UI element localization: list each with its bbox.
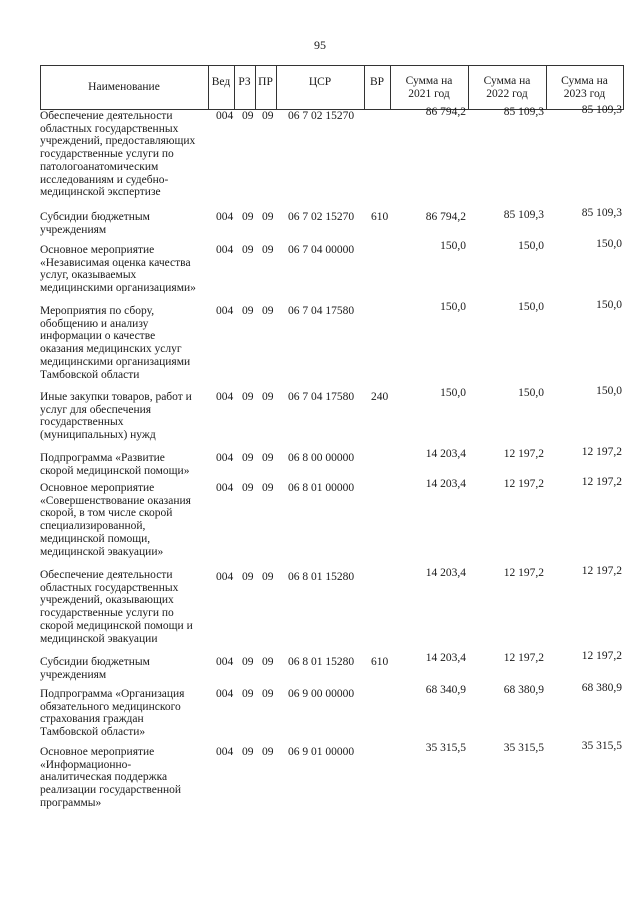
row-csr: 06 7 02 15270 [288,211,355,223]
row-name: Мероприятия по сбору, обобщению и анализу информации о качестве оказания медицинских услуг медицинскими организациями Тамбовской области [40,305,191,381]
header-sum-2022: Сумма на 2022 год [483,74,531,100]
row-sum-2023: 68 380,9 [581,682,622,694]
row-rz: 09 [242,305,254,317]
row-rz: 09 [242,244,254,256]
row-rz: 09 [242,482,254,494]
row-pr: 09 [262,452,274,464]
row-pr: 09 [262,211,274,223]
row-sum-2021: 35 315,5 [425,742,466,754]
row-sum-2023: 12 197,2 [581,476,622,488]
row-sum-2021: 14 203,4 [425,652,466,664]
row-sum-2021: 14 203,4 [425,448,466,460]
row-pr: 09 [262,305,274,317]
row-csr: 06 9 00 00000 [288,688,355,700]
row-name: Субсидии бюджетным учреждениям [40,211,150,236]
row-ved: 004 [216,746,234,758]
row-sum-2021: 150,0 [440,301,466,313]
row-rz: 09 [242,211,254,223]
row-rz: 09 [242,746,254,758]
row-rz: 09 [242,391,254,403]
row-ved: 004 [216,656,234,668]
row-sum-2023: 85 109,3 [581,104,622,116]
header-csr: ЦСР [308,76,332,88]
row-name: Основное мероприятие «Информационно- аналитическая поддержка реализации государственной программы» [40,746,182,809]
row-csr: 06 9 01 00000 [288,746,355,758]
row-csr: 06 7 04 00000 [288,244,355,256]
row-pr: 09 [262,110,274,122]
row-pr: 09 [262,482,274,494]
row-pr: 09 [262,571,274,583]
header-ved: Вед [211,76,231,88]
row-pr: 09 [262,244,274,256]
row-sum-2021: 86 794,2 [425,106,466,118]
row-sum-2022: 12 197,2 [503,448,544,460]
row-csr: 06 7 04 17580 [288,305,355,317]
header-name: Наименование [88,81,160,93]
row-name: Основное мероприятие «Независимая оценка качества услуг, оказываемых медицинскими организациями» [40,244,196,295]
row-sum-2023: 150,0 [596,385,622,397]
row-csr: 06 8 01 00000 [288,482,355,494]
row-ved: 004 [216,482,234,494]
row-ved: 004 [216,244,234,256]
row-sum-2022: 150,0 [518,387,544,399]
row-rz: 09 [242,452,254,464]
row-csr: 06 7 04 17580 [288,391,355,403]
row-sum-2023: 150,0 [596,299,622,311]
row-pr: 09 [262,746,274,758]
row-name: Обеспечение деятельности областных государственных учреждений, предоставляющих государственные услуги по патологоанатомическим исследованиям и судебно- медицинской экспертизе [40,110,196,199]
row-sum-2022: 85 109,3 [503,106,544,118]
row-name: Подпрограмма «Развитие скорой медицинской помощи» [40,452,190,477]
header-pr: ПР [258,76,273,88]
row-name: Иные закупки товаров, работ и услуг для обеспечения государственных (муниципальных) нужд [40,391,192,442]
page-number: 95 [314,38,326,52]
row-sum-2022: 12 197,2 [503,478,544,490]
row-rz: 09 [242,656,254,668]
row-sum-2023: 12 197,2 [581,565,622,577]
row-sum-2021: 150,0 [440,240,466,252]
row-name: Обеспечение деятельности областных государственных учреждений, оказывающих государственные услуги по скорой медицинской помощи и медицинской эвакуации [40,569,193,645]
row-csr: 06 7 02 15270 [288,110,355,122]
row-sum-2022: 35 315,5 [503,742,544,754]
row-rz: 09 [242,688,254,700]
row-sum-2022: 150,0 [518,240,544,252]
row-sum-2022: 85 109,3 [503,209,544,221]
row-ved: 004 [216,211,234,223]
row-sum-2023: 12 197,2 [581,650,622,662]
row-sum-2023: 150,0 [596,238,622,250]
row-sum-2023: 12 197,2 [581,446,622,458]
row-ved: 004 [216,571,234,583]
row-csr: 06 8 00 00000 [288,452,355,464]
row-pr: 09 [262,656,274,668]
header-divider [623,66,624,109]
row-csr: 06 8 01 15280 [288,571,355,583]
row-ved: 004 [216,305,234,317]
header-rz: РЗ [238,76,251,88]
row-sum-2021: 150,0 [440,387,466,399]
row-sum-2022: 12 197,2 [503,652,544,664]
row-name: Основное мероприятие «Совершенствование оказания скорой, в том числе скорой специализированной, медицинской помощи, медицинской эвакуации» [40,482,191,558]
row-sum-2023: 85 109,3 [581,207,622,219]
row-vr: 610 [371,211,389,223]
row-ved: 004 [216,391,234,403]
row-pr: 09 [262,391,274,403]
table-header [40,65,624,110]
row-ved: 004 [216,110,234,122]
row-ved: 004 [216,688,234,700]
row-sum-2022: 68 380,9 [503,684,544,696]
row-sum-2023: 35 315,5 [581,740,622,752]
row-name: Подпрограмма «Организация обязательного медицинского страхования граждан Тамбовской области» [40,688,185,739]
row-rz: 09 [242,110,254,122]
row-sum-2021: 68 340,9 [425,684,466,696]
row-csr: 06 8 01 15280 [288,656,355,668]
header-vr: ВР [369,76,385,88]
row-sum-2021: 86 794,2 [425,211,466,223]
row-vr: 610 [371,656,389,668]
header-sum-2023: Сумма на 2023 год [561,74,608,100]
row-rz: 09 [242,571,254,583]
row-sum-2022: 12 197,2 [503,567,544,579]
row-sum-2021: 14 203,4 [425,478,466,490]
row-sum-2021: 14 203,4 [425,567,466,579]
row-vr: 240 [371,391,389,403]
row-name: Субсидии бюджетным учреждениям [40,656,150,681]
row-pr: 09 [262,688,274,700]
row-ved: 004 [216,452,234,464]
header-sum-2021: Сумма на 2021 год [405,74,453,100]
row-sum-2022: 150,0 [518,301,544,313]
